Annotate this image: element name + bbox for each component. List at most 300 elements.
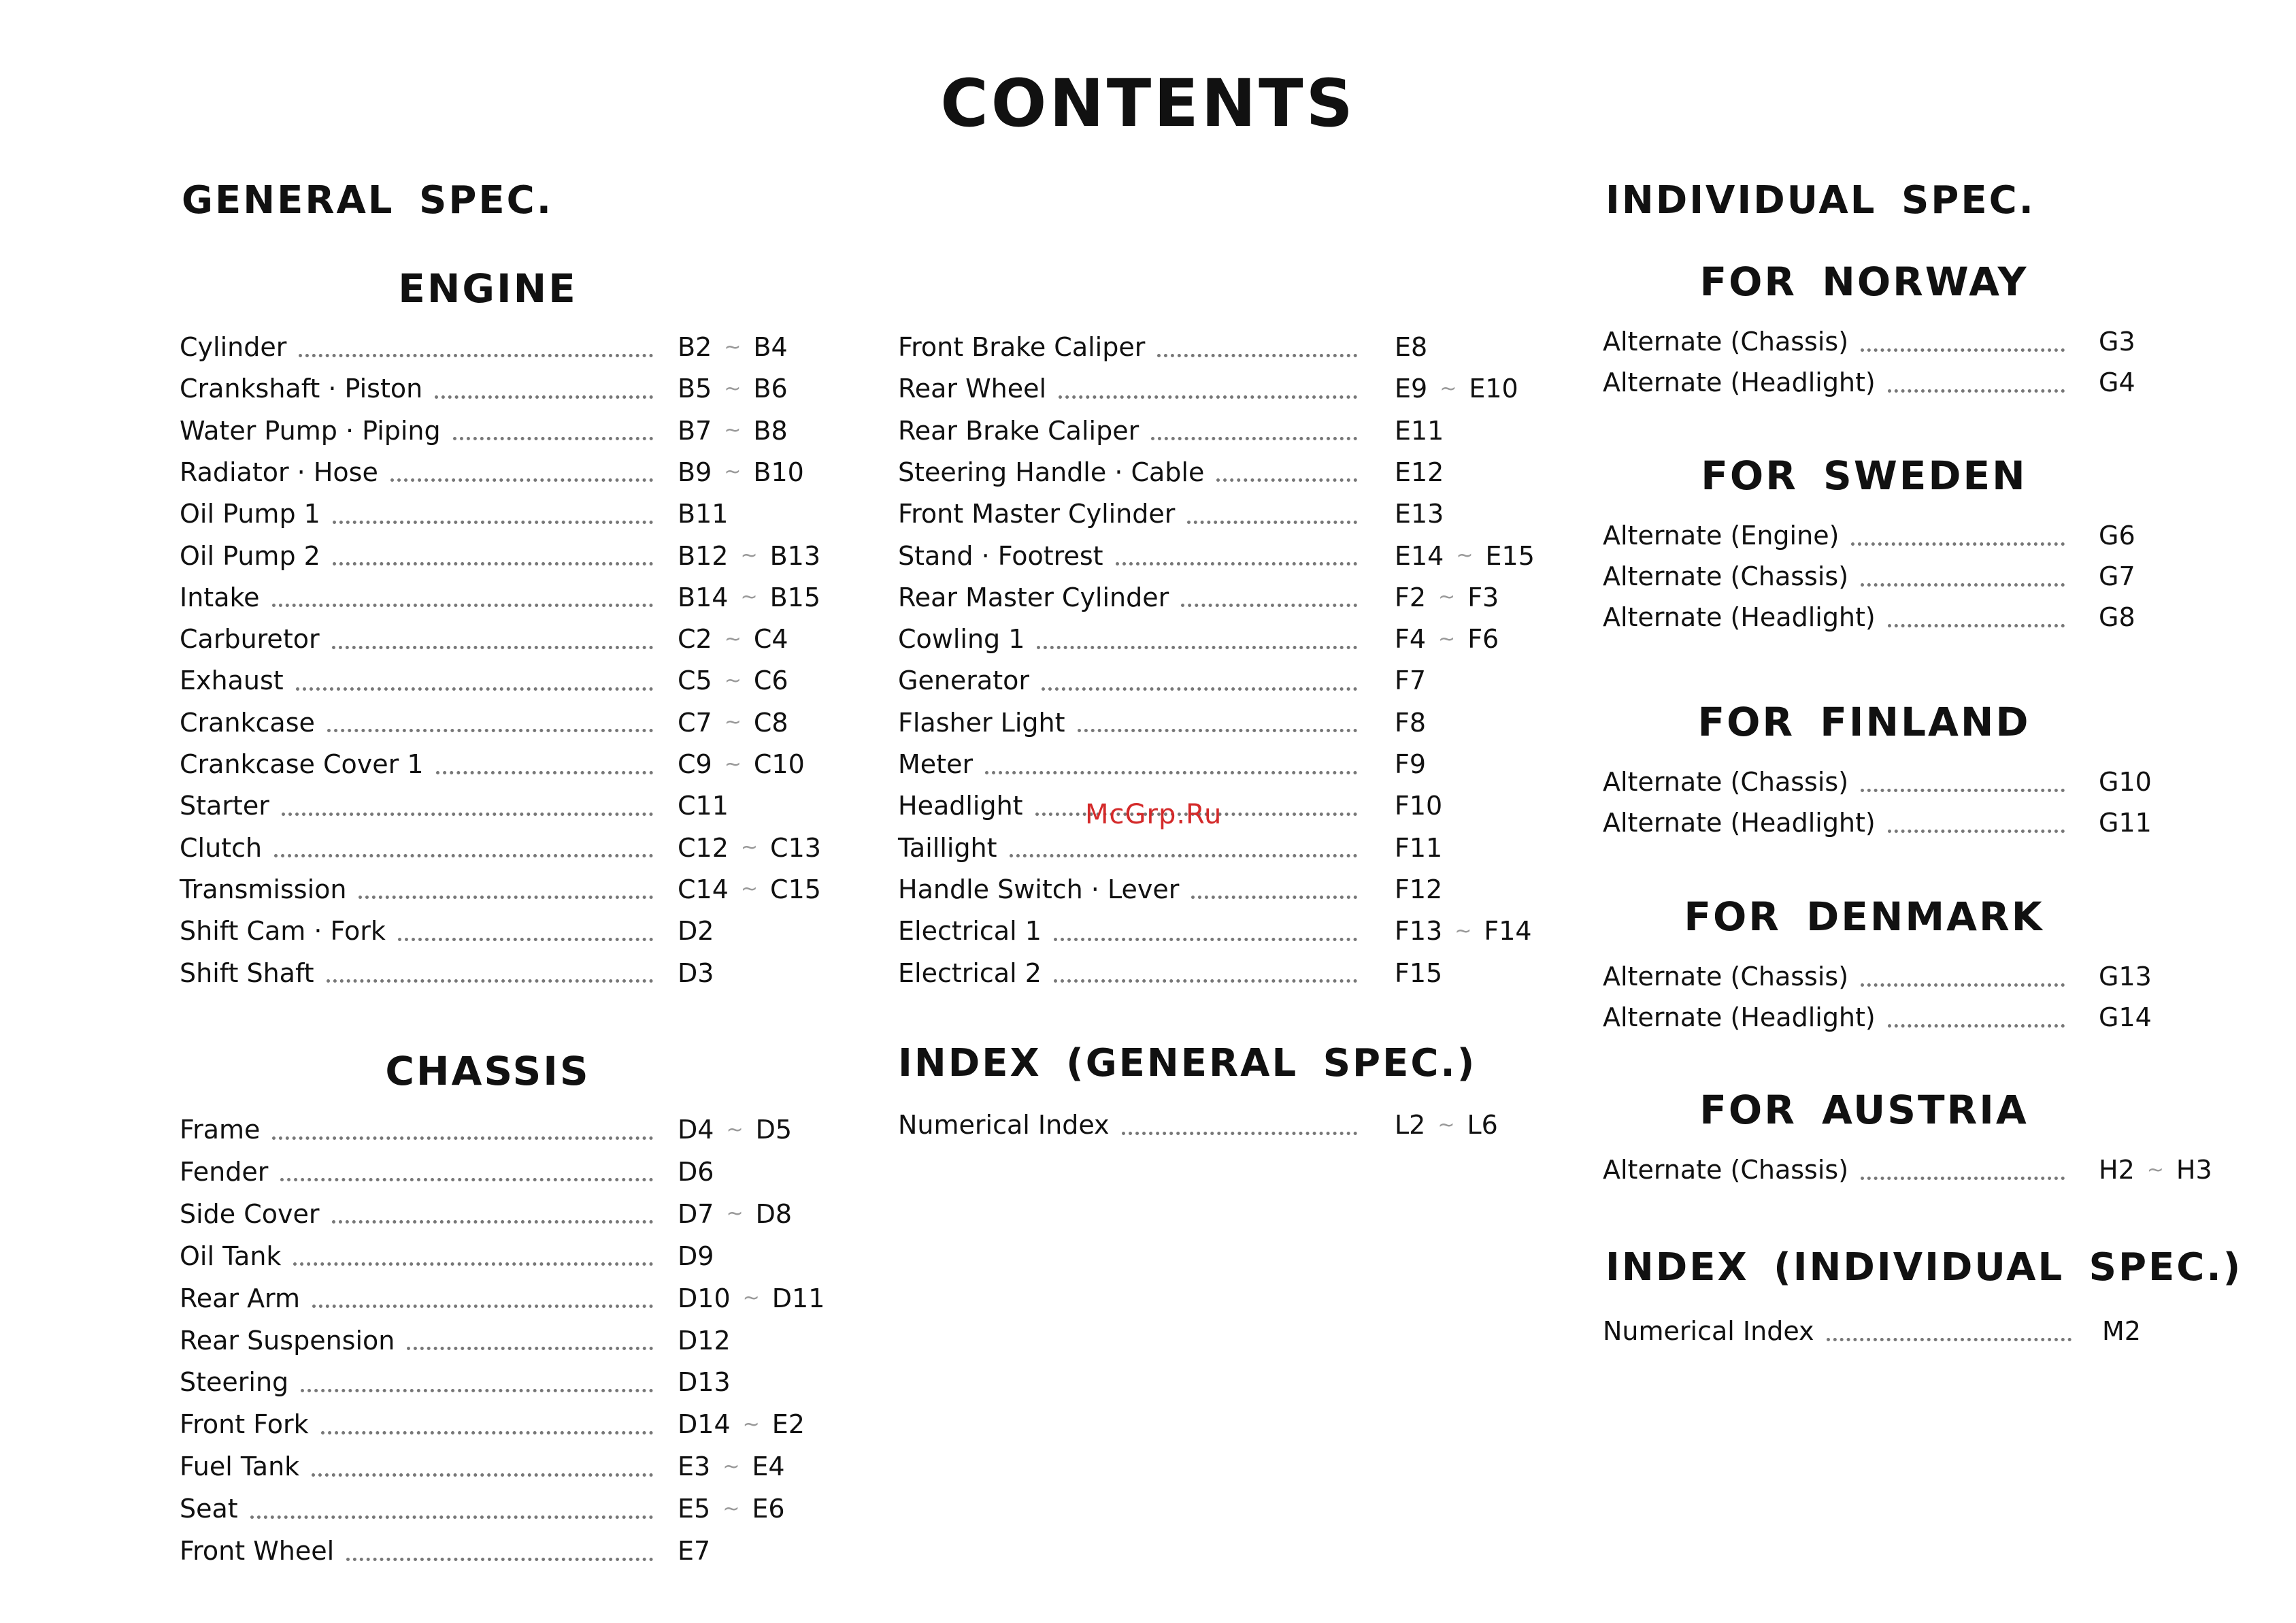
toc-entry-label: Alternate (Engine) (1603, 521, 1851, 551)
page-ref: D2 (678, 916, 714, 947)
toc-entry-pages (678, 1530, 710, 1571)
range-separator: ~ (740, 836, 759, 860)
page-ref: E14 (1395, 540, 1444, 571)
page-ref: F6 (1467, 624, 1499, 655)
range-separator: ~ (742, 1286, 760, 1311)
page-ref: C2 (678, 624, 712, 655)
toc-entry-label: Shift Cam · Fork (180, 916, 398, 946)
toc-entry (1603, 1311, 2072, 1351)
toc-entry-label: Rear Master Cylinder (898, 583, 1181, 612)
toc-entry-pages (1395, 744, 1426, 785)
toc-entry-label: Alternate (Chassis) (1603, 561, 1861, 591)
country-section-heading: FOR FINLAND (1697, 699, 2031, 745)
page-ref: C11 (678, 791, 729, 821)
page-ref: F3 (1467, 582, 1499, 612)
range-separator: ~ (724, 668, 742, 693)
dot-leader (1888, 1024, 2065, 1028)
toc-entry-pages (2099, 556, 2135, 597)
page-ref: M2 (2102, 1316, 2141, 1346)
toc-entry-label: Alternate (Headlight) (1603, 602, 1888, 632)
toc-entry-pages (1395, 869, 1442, 910)
toc-entry (1603, 802, 2065, 843)
toc-entry-label: Carburetor (180, 624, 332, 654)
range-separator: ~ (724, 752, 742, 776)
toc-entry-pages (678, 493, 728, 534)
page-ref: B11 (678, 499, 729, 529)
toc-entry (1603, 761, 2065, 802)
page-ref: D3 (678, 957, 714, 988)
toc-entry-label: Alternate (Chassis) (1603, 327, 1861, 357)
toc-entry-label: Intake (180, 583, 272, 612)
toc-entry-label: Alternate (Headlight) (1603, 1002, 1888, 1032)
page-ref: E15 (1485, 540, 1535, 571)
country-section-heading: FOR SWEDEN (1701, 453, 2027, 499)
toc-entry-label: Alternate (Chassis) (1603, 962, 1861, 991)
page-ref: F11 (1395, 832, 1443, 863)
toc-entry-pages (1395, 911, 1532, 951)
dot-leader (301, 1389, 653, 1392)
toc-entry-pages (678, 1236, 714, 1277)
toc-entry (180, 827, 653, 868)
range-separator: ~ (724, 419, 742, 443)
toc-entry-pages (678, 1151, 714, 1192)
toc-entry-label: Frame (180, 1115, 272, 1145)
toc-entry-label: Clutch (180, 833, 274, 863)
dot-leader (1078, 729, 1358, 732)
toc-entry (898, 744, 1357, 785)
page-ref: B13 (769, 540, 821, 571)
range-separator: ~ (722, 1454, 740, 1479)
toc-entry (180, 744, 653, 785)
toc-entry-pages (2099, 956, 2152, 997)
toc-entry-label: Exhaust (180, 666, 296, 695)
dot-leader (1861, 583, 2065, 587)
toc-entry-pages (1395, 536, 1535, 576)
toc-entry-pages (678, 827, 821, 868)
page-ref: G4 (2099, 367, 2135, 397)
toc-entry (898, 577, 1357, 618)
page-ref: F2 (1395, 582, 1427, 612)
toc-entry (898, 368, 1357, 409)
toc-entry (180, 1236, 653, 1277)
toc-entry-pages (678, 1488, 785, 1529)
toc-entry-pages (678, 368, 788, 409)
toc-entry (180, 1278, 653, 1319)
page-ref: D7 (678, 1198, 714, 1229)
toc-entry-pages (2099, 761, 2152, 802)
page-ref: B6 (753, 374, 788, 404)
toc-entry-pages (2099, 997, 2152, 1038)
range-separator: ~ (724, 710, 742, 735)
page-ref: D6 (678, 1156, 714, 1187)
dot-leader (1054, 938, 1357, 941)
dot-leader (436, 771, 654, 774)
country-section-heading: FOR AUSTRIA (1699, 1087, 2029, 1133)
page-ref: D11 (771, 1283, 825, 1313)
toc-entry-pages (678, 536, 820, 576)
page-ref: E3 (678, 1452, 711, 1482)
range-separator: ~ (1438, 585, 1456, 610)
toc-entry (180, 577, 653, 618)
dot-leader (296, 687, 653, 691)
toc-entry-label: Oil Pump 1 (180, 499, 333, 529)
page-ref: G14 (2099, 1002, 2152, 1032)
toc-entry-pages (678, 1320, 731, 1361)
dot-leader (1151, 437, 1357, 440)
toc-entry-label: Radiator · Hose (180, 457, 390, 487)
dot-leader (280, 1178, 653, 1181)
page-ref: C4 (753, 624, 788, 655)
toc-entry-label: Stand · Footrest (898, 541, 1116, 571)
page-ref: B15 (769, 582, 821, 612)
toc-entry (180, 911, 653, 951)
dot-leader (299, 354, 653, 357)
toc-entry-pages (2099, 1149, 2212, 1190)
toc-entry-label: Front Brake Caliper (898, 332, 1157, 362)
page-ref: C13 (770, 832, 821, 863)
watermark: McGrp.Ru (1085, 799, 1222, 830)
toc-entry-label: Alternate (Chassis) (1603, 767, 1861, 797)
page-ref: F13 (1395, 916, 1443, 947)
toc-entry-pages (678, 660, 788, 701)
toc-entry (898, 536, 1357, 576)
toc-entry-label: Alternate (Headlight) (1603, 808, 1888, 838)
dot-leader (1851, 542, 2065, 546)
toc-entry (180, 452, 653, 493)
toc-entry (898, 1104, 1357, 1145)
toc-entry (180, 536, 653, 576)
toc-entry-pages (678, 577, 820, 618)
page-ref: G3 (2099, 327, 2135, 357)
toc-entry (180, 702, 653, 743)
dot-leader (312, 1473, 653, 1477)
toc-entry-pages (1395, 785, 1442, 826)
toc-entry-pages (2102, 1311, 2141, 1351)
page-ref: D4 (678, 1115, 714, 1145)
toc-entry-label: Water Pump · Piping (180, 416, 453, 446)
dot-leader (1861, 1177, 2065, 1180)
dot-leader (346, 1558, 653, 1561)
toc-entry (180, 619, 653, 659)
toc-entry-pages (1395, 327, 1427, 367)
page-ref: G7 (2099, 561, 2135, 591)
range-separator: ~ (740, 877, 759, 902)
toc-entry-label: Steering (180, 1367, 301, 1397)
toc-entry (180, 869, 653, 910)
toc-entry-pages (678, 869, 821, 910)
dot-leader (1157, 354, 1357, 357)
page-ref: H3 (2176, 1155, 2212, 1185)
toc-entry-pages (678, 953, 714, 994)
toc-entry-pages (678, 1446, 785, 1487)
range-separator: ~ (726, 1117, 744, 1142)
dot-leader (1861, 983, 2065, 987)
dot-leader (1861, 348, 2065, 352)
page-ref: C9 (678, 749, 712, 779)
toc-entry (898, 327, 1357, 367)
index-individual-heading: INDEX (INDIVIDUAL SPEC.) (1605, 1245, 2243, 1290)
toc-entry-label: Generator (898, 666, 1042, 695)
toc-entry (180, 1109, 653, 1150)
toc-entry-pages (1395, 1104, 1498, 1145)
page-ref: G11 (2099, 808, 2152, 838)
dot-leader (1059, 395, 1357, 399)
page-ref: B2 (678, 332, 712, 362)
dot-leader (398, 938, 653, 941)
dot-leader (1888, 830, 2065, 833)
dot-leader (327, 979, 653, 983)
toc-entry (1603, 1149, 2065, 1190)
page-ref: D8 (755, 1198, 793, 1229)
toc-entry (898, 702, 1357, 743)
general-spec-heading: GENERAL SPEC. (182, 178, 553, 223)
page-ref: L2 (1395, 1110, 1426, 1140)
toc-entry-label: Starter (180, 791, 282, 821)
page-ref: C5 (678, 666, 712, 696)
toc-entry (898, 660, 1357, 701)
toc-entry-pages (1395, 660, 1426, 701)
page-ref: G13 (2099, 962, 2152, 991)
toc-entry-pages (678, 1109, 792, 1150)
toc-entry-label: Rear Arm (180, 1283, 312, 1313)
toc-entry-pages (678, 702, 788, 743)
dot-leader (332, 1220, 653, 1224)
country-section-heading: FOR NORWAY (1699, 259, 2029, 305)
dot-leader (359, 896, 653, 899)
dot-leader (1888, 389, 2065, 393)
dot-leader (453, 437, 653, 440)
range-separator: ~ (740, 544, 758, 568)
range-separator: ~ (2146, 1158, 2164, 1182)
toc-entry (180, 410, 653, 451)
toc-entry-pages (2099, 597, 2135, 638)
dot-leader (435, 395, 653, 399)
page-ref: B4 (753, 332, 788, 362)
page-ref: B12 (678, 540, 729, 571)
dot-leader (1010, 854, 1357, 857)
page-ref: C8 (753, 707, 788, 738)
page-ref: E9 (1395, 374, 1428, 404)
page-ref: F15 (1395, 957, 1443, 988)
toc-entry-pages (1395, 410, 1444, 451)
toc-entry-pages (678, 744, 805, 785)
range-separator: ~ (722, 1496, 740, 1521)
toc-entry-label: Rear Wheel (898, 374, 1059, 404)
page-ref: D9 (678, 1241, 714, 1271)
toc-entry-label: Headlight (898, 791, 1035, 821)
toc-entry-label: Side Cover (180, 1199, 332, 1229)
dot-leader (1187, 521, 1357, 524)
page-ref: E6 (752, 1494, 785, 1524)
index-general-heading: INDEX (GENERAL SPEC.) (898, 1041, 1477, 1085)
toc-entry-pages (678, 1278, 825, 1319)
toc-entry-pages (678, 619, 788, 659)
toc-entry (180, 1488, 653, 1529)
page-ref: B14 (678, 582, 729, 612)
dot-leader (1122, 1132, 1357, 1135)
toc-entry-label: Handle Switch · Lever (898, 874, 1191, 904)
page-ref: F7 (1395, 666, 1427, 696)
toc-entry (898, 410, 1357, 451)
toc-entry (180, 1151, 653, 1192)
chassis-heading: CHASSIS (385, 1048, 590, 1094)
toc-entry (1603, 597, 2065, 638)
dot-leader (1037, 646, 1357, 649)
toc-entry (898, 452, 1357, 493)
toc-entry-label: Cylinder (180, 332, 299, 362)
toc-entry-label: Transmission (180, 874, 359, 904)
page-ref: C6 (753, 666, 788, 696)
dot-leader (293, 1262, 653, 1266)
toc-entry-label: Numerical Index (898, 1110, 1122, 1140)
toc-entry (898, 869, 1357, 910)
range-separator: ~ (1440, 376, 1457, 401)
toc-entry-label: Oil Tank (180, 1241, 293, 1271)
dot-leader (321, 1431, 653, 1435)
dot-leader (1861, 789, 2065, 792)
dot-leader (332, 646, 653, 649)
toc-entry-pages (1395, 452, 1444, 493)
dot-leader (327, 729, 653, 732)
toc-entry-pages (1395, 619, 1499, 659)
dot-leader (1216, 478, 1357, 482)
page-ref: F4 (1395, 624, 1427, 655)
toc-entry (180, 1446, 653, 1487)
toc-entry-label: Numerical Index (1603, 1316, 1827, 1346)
toc-entry (180, 1194, 653, 1234)
toc-entry-label: Alternate (Chassis) (1603, 1155, 1861, 1185)
toc-entry-pages (1395, 827, 1442, 868)
toc-entry (180, 1362, 653, 1403)
page-ref: C15 (770, 874, 821, 904)
toc-entry (180, 1320, 653, 1361)
page-ref: D13 (678, 1367, 731, 1398)
dot-leader (1181, 604, 1357, 607)
page-ref: C12 (678, 832, 729, 863)
toc-entry (1603, 997, 2065, 1038)
dot-leader (1888, 624, 2065, 627)
dot-leader (282, 813, 653, 816)
toc-entry (1603, 956, 2065, 997)
toc-entry-label: Front Fork (180, 1409, 321, 1439)
toc-entry-pages (678, 1362, 731, 1403)
dot-leader (390, 478, 653, 482)
engine-heading: ENGINE (398, 265, 578, 312)
toc-entry-label: Crankshaft · Piston (180, 374, 435, 404)
range-separator: ~ (1454, 919, 1472, 943)
toc-entry-label: Cowling 1 (898, 624, 1037, 654)
toc-entry-label: Electrical 2 (898, 958, 1054, 988)
dot-leader (407, 1347, 653, 1350)
page-ref: D14 (678, 1409, 731, 1440)
range-separator: ~ (724, 627, 742, 651)
toc-entry-pages (1395, 368, 1518, 409)
toc-entry-label: Front Wheel (180, 1536, 346, 1566)
toc-entry-label: Rear Suspension (180, 1326, 407, 1356)
toc-entry (1603, 556, 2065, 597)
page-ref: C14 (678, 874, 729, 904)
page-ref: G10 (2099, 767, 2152, 797)
toc-entry-label: Alternate (Headlight) (1603, 367, 1888, 397)
toc-entry-pages (678, 1404, 805, 1445)
range-separator: ~ (1438, 627, 1456, 651)
range-separator: ~ (740, 585, 758, 610)
toc-entry-label: Taillight (898, 833, 1010, 863)
range-separator: ~ (742, 1412, 760, 1437)
toc-entry-label: Shift Shaft (180, 958, 327, 988)
toc-entry-label: Seat (180, 1494, 250, 1524)
toc-entry (898, 911, 1357, 951)
toc-entry (180, 785, 653, 826)
toc-entry (180, 1530, 653, 1571)
toc-entry-pages (1395, 953, 1442, 994)
toc-entry-pages (678, 410, 788, 451)
toc-entry-label: Fender (180, 1157, 280, 1187)
dot-leader (1116, 562, 1357, 565)
toc-entry-pages (678, 785, 729, 826)
toc-entry-label: Electrical 1 (898, 916, 1054, 946)
page-ref: C10 (753, 749, 805, 779)
range-separator: ~ (724, 376, 742, 401)
page-ref: B5 (678, 374, 712, 404)
page-ref: D10 (678, 1283, 731, 1313)
toc-entry-label: Fuel Tank (180, 1452, 312, 1481)
page-ref: D5 (755, 1115, 793, 1145)
toc-entry (180, 953, 653, 994)
page-ref: F10 (1395, 791, 1443, 821)
page-ref: E2 (771, 1409, 805, 1440)
page-ref: F12 (1395, 874, 1443, 904)
toc-entry (180, 327, 653, 367)
dot-leader (274, 854, 653, 857)
page-ref: B8 (753, 415, 788, 446)
page-ref: E4 (752, 1452, 785, 1482)
toc-entry-pages (2099, 802, 2152, 843)
page-ref: L6 (1467, 1110, 1498, 1140)
country-section-heading: FOR DENMARK (1684, 894, 2044, 940)
toc-entry (180, 368, 653, 409)
page-ref: E13 (1395, 499, 1444, 529)
toc-entry-label: Meter (898, 749, 985, 779)
dot-leader (250, 1515, 653, 1519)
dot-leader (1054, 979, 1357, 983)
toc-entry-pages (2099, 362, 2135, 403)
toc-entry-pages (1395, 702, 1426, 743)
toc-entry-label: Crankcase Cover 1 (180, 749, 436, 779)
toc-entry (898, 953, 1357, 994)
dot-leader (1827, 1338, 2072, 1341)
range-separator: ~ (1437, 1113, 1455, 1137)
toc-entry-label: Oil Pump 2 (180, 541, 333, 571)
toc-entry-label: Flasher Light (898, 708, 1078, 738)
individual-spec-heading: INDIVIDUAL SPEC. (1605, 178, 2035, 223)
toc-entry-label: Front Master Cylinder (898, 499, 1187, 529)
toc-entry-pages (678, 911, 714, 951)
page-ref: C7 (678, 707, 712, 738)
toc-entry-pages (2099, 515, 2135, 556)
page-ref: B9 (678, 457, 712, 487)
range-separator: ~ (724, 335, 742, 359)
page-ref: G6 (2099, 521, 2135, 551)
toc-entry (1603, 321, 2065, 362)
range-separator: ~ (724, 460, 742, 485)
page-ref: B10 (753, 457, 804, 487)
dot-leader (333, 562, 653, 565)
toc-entry-label: Rear Brake Caliper (898, 416, 1151, 446)
toc-entry-pages (678, 1194, 792, 1234)
page-ref: H2 (2099, 1155, 2135, 1185)
dot-leader (333, 521, 653, 524)
